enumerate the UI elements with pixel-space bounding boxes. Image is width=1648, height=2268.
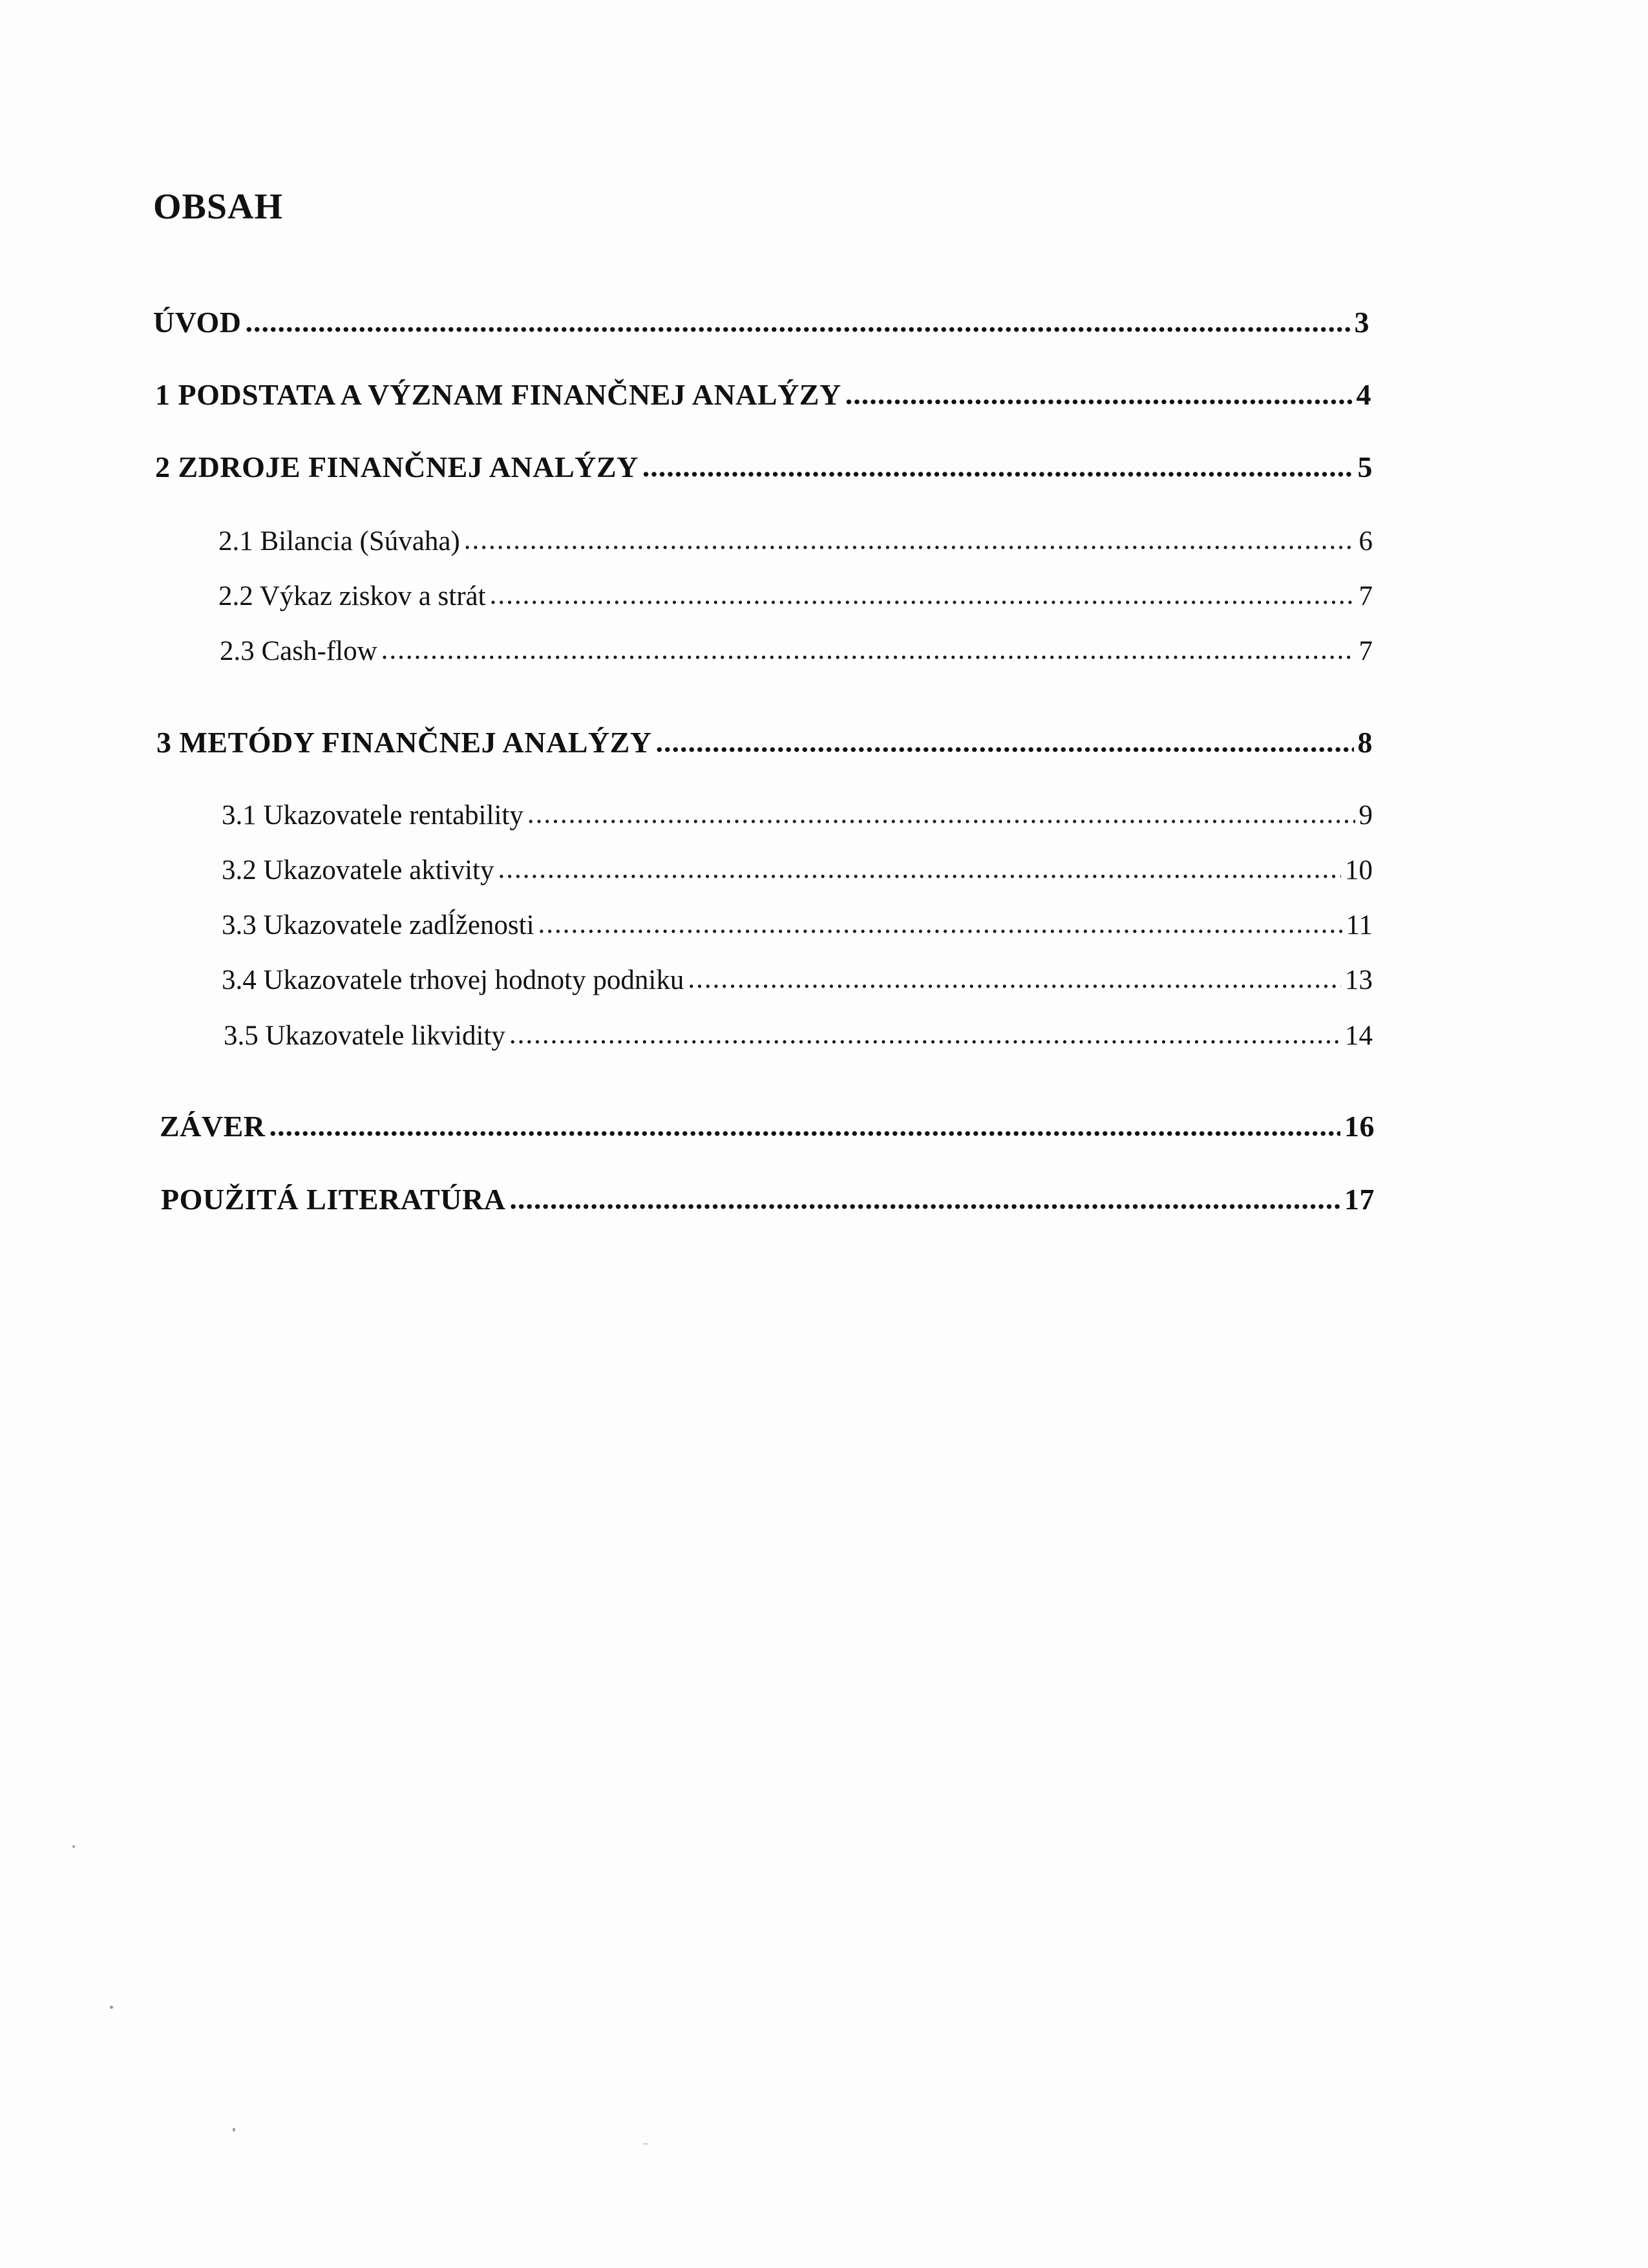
toc-entry-page: 11 — [1346, 910, 1373, 940]
toc-entry-page: 6 — [1358, 526, 1373, 556]
toc-entry-3-3[interactable] — [222, 906, 1373, 941]
toc-entry-3-2[interactable] — [222, 851, 1373, 886]
toc-entry-3-5[interactable] — [224, 1017, 1373, 1052]
toc-entry-label: 2 ZDROJE FINANČNEJ ANALÝZY — [155, 450, 639, 483]
toc-entry-page: 8 — [1357, 726, 1373, 759]
toc-entry-label: ÚVOD — [153, 306, 242, 339]
dot-leader — [381, 632, 1355, 660]
scan-speck — [233, 2128, 235, 2132]
dot-leader — [498, 851, 1342, 879]
dot-leader — [509, 1017, 1341, 1044]
toc-entry-label: 3.4 Ukazovatele trhovej hodnoty podniku — [222, 965, 684, 995]
scan-speck — [72, 1845, 75, 1848]
toc-entry-page: 13 — [1345, 965, 1373, 995]
toc-entry-label: 3.1 Ukazovatele rentability — [222, 800, 523, 831]
dot-leader — [464, 522, 1355, 550]
toc-entry-label: 2.1 Bilancia (Súvaha) — [218, 526, 460, 556]
toc-entry-uvod[interactable] — [153, 302, 1369, 339]
toc-entry-2-1[interactable] — [218, 522, 1373, 557]
toc-entry-label: 2.2 Výkaz ziskov a strát — [218, 581, 486, 611]
toc-entry-2-2[interactable] — [218, 577, 1373, 612]
toc-entry-page: 16 — [1344, 1110, 1375, 1143]
dot-leader — [527, 796, 1355, 824]
toc-entry-page: 4 — [1356, 378, 1371, 411]
toc-title: OBSAH — [153, 187, 284, 227]
dot-leader — [845, 375, 1353, 405]
dot-leader — [246, 302, 1351, 332]
dot-leader — [656, 723, 1354, 752]
dot-leader — [269, 1107, 1340, 1136]
toc-entry-zaver[interactable] — [160, 1107, 1375, 1143]
toc-entry-label: 2.3 Cash-flow — [220, 636, 377, 666]
dot-leader — [642, 447, 1354, 477]
toc-entry-page: 7 — [1358, 581, 1373, 611]
toc-entry-label: ZÁVER — [160, 1110, 266, 1143]
toc-entry-page: 14 — [1345, 1021, 1373, 1051]
scan-speck — [110, 2006, 113, 2009]
toc-entry-chapter-2[interactable] — [155, 447, 1373, 484]
toc-entry-3-4[interactable] — [222, 961, 1373, 996]
toc-entry-literatura[interactable] — [161, 1180, 1375, 1216]
toc-entry-label: 3.3 Ukazovatele zadĺženosti — [222, 910, 534, 940]
scan-speck — [643, 2143, 648, 2145]
dot-leader — [538, 906, 1342, 934]
toc-entry-page: 10 — [1345, 855, 1373, 885]
toc-entry-page: 3 — [1354, 306, 1369, 339]
toc-entry-page: 17 — [1344, 1183, 1375, 1216]
dot-leader — [509, 1180, 1340, 1209]
dot-leader — [490, 577, 1355, 605]
toc-entry-page: 7 — [1358, 636, 1373, 666]
toc-entry-page: 9 — [1358, 800, 1373, 831]
toc-entry-chapter-3[interactable] — [156, 723, 1373, 759]
toc-entry-chapter-1[interactable] — [155, 375, 1371, 412]
toc-entry-label: 3.2 Ukazovatele aktivity — [222, 855, 494, 885]
toc-entry-page: 5 — [1357, 450, 1373, 483]
toc-entry-label: POUŽITÁ LITERATÚRA — [161, 1183, 506, 1216]
toc-entry-label: 3.5 Ukazovatele likvidity — [224, 1021, 505, 1051]
toc-entry-3-1[interactable] — [222, 796, 1373, 831]
dot-leader — [688, 961, 1341, 989]
toc-entry-2-3[interactable] — [220, 632, 1373, 667]
toc-entry-label: 3 METÓDY FINANČNEJ ANALÝZY — [156, 726, 652, 759]
toc-entry-label: 1 PODSTATA A VÝZNAM FINANČNEJ ANALÝZY — [155, 378, 841, 411]
